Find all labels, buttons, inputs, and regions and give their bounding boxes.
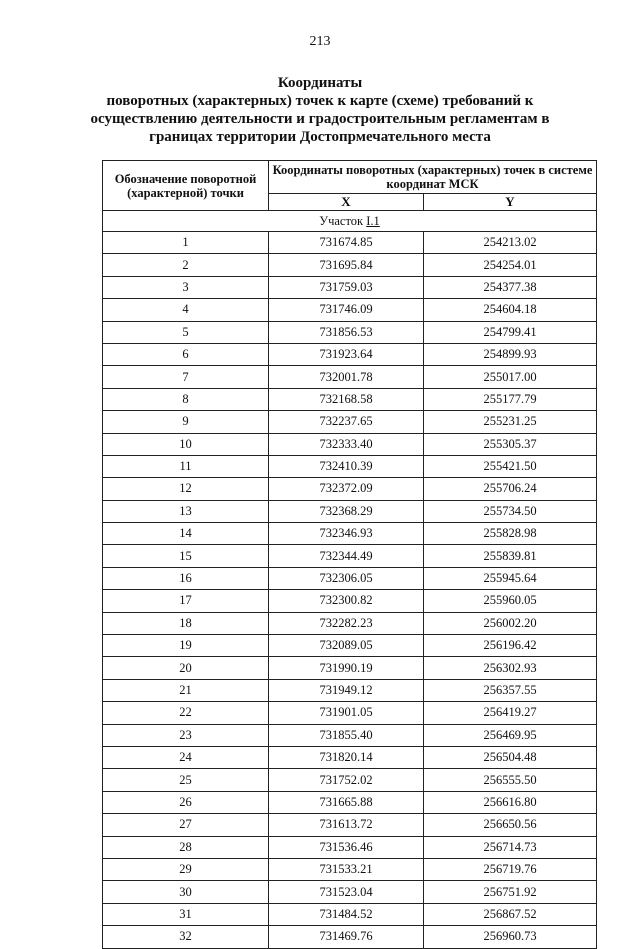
table-row xyxy=(103,836,597,858)
table-row xyxy=(103,321,597,343)
point-number-cell: 10 xyxy=(103,433,269,455)
point-number-cell: 15 xyxy=(103,545,269,567)
header-y: Y xyxy=(424,194,597,211)
y-coordinate-cell: 256419.27 xyxy=(424,702,597,724)
x-coordinate-cell: 731746.09 xyxy=(269,299,424,321)
point-number-cell: 14 xyxy=(103,523,269,545)
table-row xyxy=(103,724,597,746)
y-coordinate-cell: 254899.93 xyxy=(424,343,597,365)
title-line-2: поворотных (характерных) точек к карте (схеме) требований к xyxy=(106,93,534,109)
point-number-cell: 23 xyxy=(103,724,269,746)
y-coordinate-cell: 255828.98 xyxy=(424,523,597,545)
x-coordinate-cell: 731695.84 xyxy=(269,254,424,276)
y-coordinate-cell: 254604.18 xyxy=(424,299,597,321)
point-number-cell: 13 xyxy=(103,500,269,522)
point-number-cell: 18 xyxy=(103,612,269,634)
y-coordinate-cell: 256616.80 xyxy=(424,791,597,813)
point-number-cell: 25 xyxy=(103,769,269,791)
y-coordinate-cell: 256650.56 xyxy=(424,814,597,836)
table-row xyxy=(103,791,597,813)
x-coordinate-cell: 731901.05 xyxy=(269,702,424,724)
y-coordinate-cell: 256960.73 xyxy=(424,926,597,948)
x-coordinate-cell: 732368.29 xyxy=(269,500,424,522)
table-row xyxy=(103,679,597,701)
x-coordinate-cell: 732168.58 xyxy=(269,388,424,410)
table-row xyxy=(103,433,597,455)
x-coordinate-cell: 732282.23 xyxy=(269,612,424,634)
x-coordinate-cell: 731923.64 xyxy=(269,343,424,365)
y-coordinate-cell: 255839.81 xyxy=(424,545,597,567)
point-number-cell: 7 xyxy=(103,366,269,388)
x-coordinate-cell: 732237.65 xyxy=(269,411,424,433)
point-number-cell: 12 xyxy=(103,478,269,500)
y-coordinate-cell: 256302.93 xyxy=(424,657,597,679)
table-row xyxy=(103,478,597,500)
table-row xyxy=(103,702,597,724)
y-coordinate-cell: 256196.42 xyxy=(424,635,597,657)
table-row xyxy=(103,746,597,768)
x-coordinate-cell: 731613.72 xyxy=(269,814,424,836)
point-number-cell: 24 xyxy=(103,746,269,768)
y-coordinate-cell: 255421.50 xyxy=(424,455,597,477)
y-coordinate-cell: 256714.73 xyxy=(424,836,597,858)
point-number-cell: 6 xyxy=(103,343,269,365)
x-coordinate-cell: 731533.21 xyxy=(269,858,424,880)
y-coordinate-cell: 256469.95 xyxy=(424,724,597,746)
point-number-cell: 4 xyxy=(103,299,269,321)
x-coordinate-cell: 731536.46 xyxy=(269,836,424,858)
y-coordinate-cell: 255706.24 xyxy=(424,478,597,500)
y-coordinate-cell: 256555.50 xyxy=(424,769,597,791)
y-coordinate-cell: 256504.48 xyxy=(424,746,597,768)
point-number-cell: 30 xyxy=(103,881,269,903)
table-row xyxy=(103,635,597,657)
x-coordinate-cell: 731856.53 xyxy=(269,321,424,343)
point-number-cell: 5 xyxy=(103,321,269,343)
y-coordinate-cell: 255017.00 xyxy=(424,366,597,388)
header-coordinates: Координаты поворотных (характерных) точек в системе координат МСК xyxy=(269,161,597,194)
y-coordinate-cell: 256867.52 xyxy=(424,903,597,925)
point-number-cell: 9 xyxy=(103,411,269,433)
x-coordinate-cell: 732344.49 xyxy=(269,545,424,567)
point-number-cell: 29 xyxy=(103,858,269,880)
x-coordinate-cell: 732410.39 xyxy=(269,455,424,477)
point-number-cell: 20 xyxy=(103,657,269,679)
table-row xyxy=(103,590,597,612)
x-coordinate-cell: 731949.12 xyxy=(269,679,424,701)
y-coordinate-cell: 255945.64 xyxy=(424,567,597,589)
x-coordinate-cell: 731759.03 xyxy=(269,276,424,298)
x-coordinate-cell: 731855.40 xyxy=(269,724,424,746)
title-line-1: Координаты xyxy=(277,75,363,91)
x-coordinate-cell: 731665.88 xyxy=(269,791,424,813)
x-coordinate-cell: 731752.02 xyxy=(269,769,424,791)
table-row xyxy=(103,567,597,589)
x-coordinate-cell: 731469.76 xyxy=(269,926,424,948)
point-number-cell: 32 xyxy=(103,926,269,948)
x-coordinate-cell: 732089.05 xyxy=(269,635,424,657)
point-number-cell: 16 xyxy=(103,567,269,589)
table-row xyxy=(103,366,597,388)
x-coordinate-cell: 732001.78 xyxy=(269,366,424,388)
x-coordinate-cell: 732346.93 xyxy=(269,523,424,545)
table-row xyxy=(103,455,597,477)
header-row xyxy=(103,161,597,194)
point-number-cell: 17 xyxy=(103,590,269,612)
y-coordinate-cell: 255960.05 xyxy=(424,590,597,612)
title-line-4: границах территории Достопрмечательного места xyxy=(149,129,491,145)
table-row xyxy=(103,545,597,567)
y-coordinate-cell: 254254.01 xyxy=(424,254,597,276)
table-row xyxy=(103,881,597,903)
table-row xyxy=(103,299,597,321)
point-number-cell: 1 xyxy=(103,232,269,254)
x-coordinate-cell: 732306.05 xyxy=(269,567,424,589)
point-number-cell: 21 xyxy=(103,679,269,701)
y-coordinate-cell: 256002.20 xyxy=(424,612,597,634)
y-coordinate-cell: 255231.25 xyxy=(424,411,597,433)
section-row xyxy=(103,211,597,232)
table-row xyxy=(103,858,597,880)
table-row xyxy=(103,232,597,254)
coordinates-table xyxy=(102,160,597,949)
table-row xyxy=(103,254,597,276)
table-row xyxy=(103,276,597,298)
y-coordinate-cell: 256719.76 xyxy=(424,858,597,880)
table-row xyxy=(103,500,597,522)
y-coordinate-cell: 255305.37 xyxy=(424,433,597,455)
y-coordinate-cell: 254799.41 xyxy=(424,321,597,343)
header-point-designation: Обозначение поворотной (характерной) точки xyxy=(103,161,269,211)
section-code: I.1 xyxy=(366,213,380,228)
table-row xyxy=(103,343,597,365)
x-coordinate-cell: 731523.04 xyxy=(269,881,424,903)
y-coordinate-cell: 255734.50 xyxy=(424,500,597,522)
y-coordinate-cell: 255177.79 xyxy=(424,388,597,410)
point-number-cell: 22 xyxy=(103,702,269,724)
y-coordinate-cell: 256751.92 xyxy=(424,881,597,903)
table-row xyxy=(103,814,597,836)
y-coordinate-cell: 254213.02 xyxy=(424,232,597,254)
table-row xyxy=(103,523,597,545)
point-number-cell: 8 xyxy=(103,388,269,410)
document-title xyxy=(70,74,570,146)
table-row xyxy=(103,388,597,410)
x-coordinate-cell: 731820.14 xyxy=(269,746,424,768)
point-number-cell: 3 xyxy=(103,276,269,298)
point-number-cell: 28 xyxy=(103,836,269,858)
section-heading xyxy=(103,211,597,232)
point-number-cell: 26 xyxy=(103,791,269,813)
table-row xyxy=(103,612,597,634)
section-label: Участок xyxy=(319,213,364,228)
x-coordinate-cell: 731674.85 xyxy=(269,232,424,254)
point-number-cell: 31 xyxy=(103,903,269,925)
point-number-cell: 27 xyxy=(103,814,269,836)
table-row xyxy=(103,769,597,791)
point-number-cell: 2 xyxy=(103,254,269,276)
table-row xyxy=(103,657,597,679)
x-coordinate-cell: 732333.40 xyxy=(269,433,424,455)
title-line-3: осуществлению деятельности и градостроительным регламентам в xyxy=(90,111,550,127)
point-number-cell: 11 xyxy=(103,455,269,477)
y-coordinate-cell: 254377.38 xyxy=(424,276,597,298)
page-number: 213 xyxy=(309,34,331,49)
x-coordinate-cell: 732372.09 xyxy=(269,478,424,500)
table-row xyxy=(103,411,597,433)
point-number-cell: 19 xyxy=(103,635,269,657)
header-x: X xyxy=(269,194,424,211)
table-row xyxy=(103,926,597,948)
table-row xyxy=(103,903,597,925)
y-coordinate-cell: 256357.55 xyxy=(424,679,597,701)
x-coordinate-cell: 731484.52 xyxy=(269,903,424,925)
x-coordinate-cell: 731990.19 xyxy=(269,657,424,679)
x-coordinate-cell: 732300.82 xyxy=(269,590,424,612)
